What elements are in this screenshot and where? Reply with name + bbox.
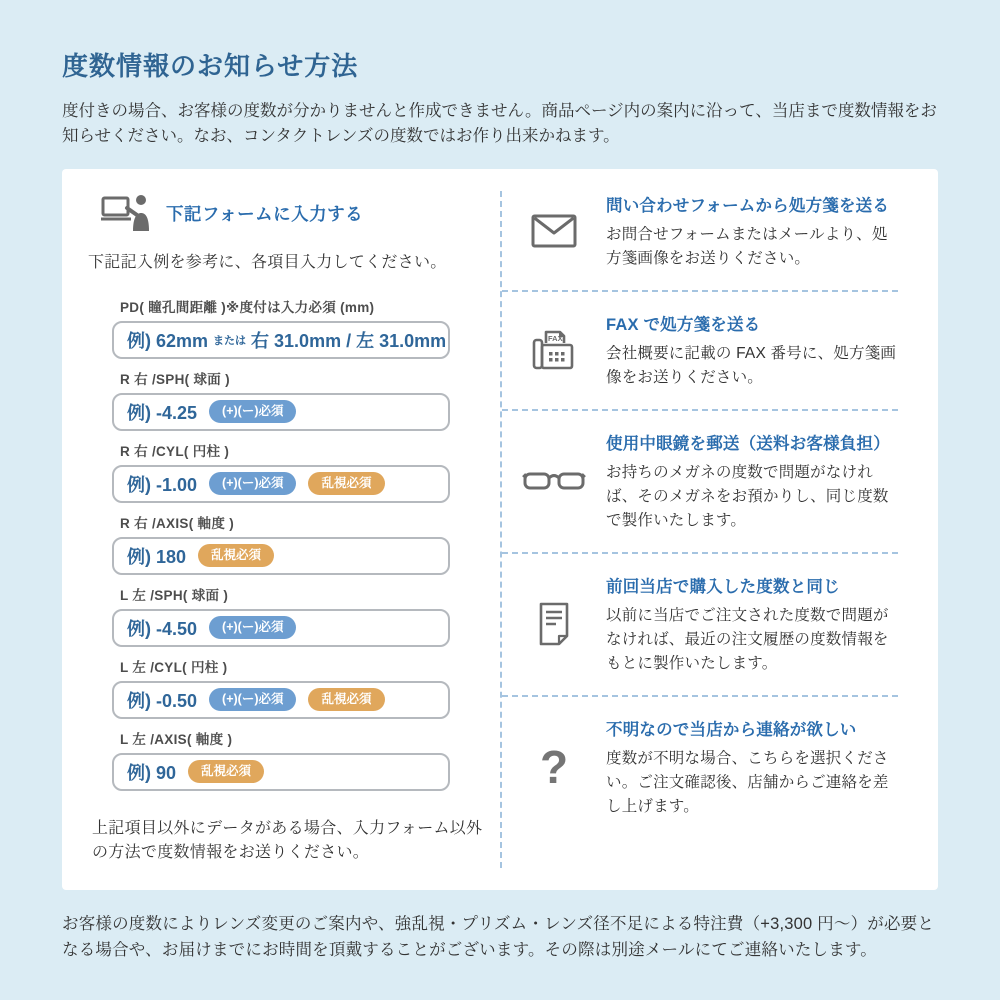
field-example-box xyxy=(112,321,450,359)
method-title: 前回当店で購入した度数と同じ xyxy=(606,577,840,596)
field-label: R 右 /CYL( 円柱 ) xyxy=(120,443,230,459)
method-mail-glasses xyxy=(502,409,898,552)
question-icon xyxy=(502,740,606,794)
method-body: 以前に当店でご注文された度数で問題がなければ、最近の注文履歴の度数情報をもとに製作いたします。 xyxy=(606,606,889,672)
intro-text: 度付きの場合、お客様の度数が分かりませんと作成できません。商品ページ内の案内に沿って、当店まで度数情報をお知らせください。なお、コンタクトレンズの度数ではお作り出来かねます。 xyxy=(62,102,937,145)
field-label: L 左 /SPH( 球面 ) xyxy=(120,587,229,603)
glasses-icon xyxy=(502,467,606,495)
method-body: お問合せフォームまたはメールより、処方箋画像をお送りください。 xyxy=(606,225,888,267)
field-example-value: 例) -1.00 xyxy=(127,474,198,495)
field-example-value: 例) -4.25 xyxy=(127,402,198,423)
field-example-value: 例) 62mm xyxy=(127,330,209,351)
method-body: お持ちのメガネの度数で問題がなければ、そのメガネをお預かりし、同じ度数で製作いたします。 xyxy=(606,463,889,529)
form-header xyxy=(100,193,490,235)
method-unknown-contact-me xyxy=(502,695,898,838)
method-text xyxy=(606,311,898,390)
field-label: L 左 /AXIS( 軸度 ) xyxy=(120,731,233,747)
badge-plus-minus-required: (+)(ー)必須 xyxy=(209,400,296,423)
field-example-value: 例) -0.50 xyxy=(127,690,198,711)
form-field-r-sph xyxy=(112,368,490,431)
field-example-value: 例) 180 xyxy=(127,546,187,567)
info-card xyxy=(62,169,938,891)
badge-plus-minus-required: (+)(ー)必須 xyxy=(209,616,296,639)
method-title: 使用中眼鏡を郵送（送料お客様負担） xyxy=(606,434,890,453)
method-text xyxy=(606,573,898,676)
field-label: R 右 /SPH( 球面 ) xyxy=(120,371,230,387)
method-body: 度数が不明な場合、こちらを選択ください。ご注文確認後、店舗からご連絡を差し上げます。 xyxy=(606,749,889,815)
form-field-r-axis xyxy=(112,512,490,575)
field-label: L 左 /CYL( 円柱 ) xyxy=(120,659,228,675)
form-field-pd xyxy=(112,296,490,359)
badge-astigmatism-required: 乱視必須 xyxy=(308,472,384,495)
field-example-or: または xyxy=(213,334,247,347)
methods-column xyxy=(502,169,938,891)
method-body: 会社概要に記載の FAX 番号に、処方箋画像をお送りください。 xyxy=(606,344,897,386)
field-example-box xyxy=(112,609,450,647)
form-instruction: 下記記入例を参考に、各項目入力してください。 xyxy=(88,253,447,271)
fax-icon xyxy=(502,328,606,372)
method-text xyxy=(606,716,898,819)
field-label: PD( 瞳孔間距離 )※度付は入力必須 (mm) xyxy=(120,299,375,315)
form-column xyxy=(62,169,500,891)
document-icon xyxy=(502,601,606,647)
field-example-value: 例) 90 xyxy=(127,762,177,783)
question-glyph: ? xyxy=(539,741,569,794)
badge-astigmatism-required: 乱視必須 xyxy=(188,760,264,783)
person-at-computer-icon xyxy=(100,191,152,236)
footer-note: お客様の度数によりレンズ変更のご案内や、強乱視・プリズム・レンズ径不足による特注費（+3,300 円〜）が必要となる場合や、お届けまでにお時間を頂戴することがございます。その際は別途メールにてご連絡いたします。 xyxy=(62,915,935,959)
form-field-l-cyl xyxy=(112,656,490,719)
form-field-l-axis xyxy=(112,728,490,791)
field-example-box xyxy=(112,393,450,431)
badge-astigmatism-required: 乱視必須 xyxy=(308,688,384,711)
field-example-box xyxy=(112,465,450,503)
badge-plus-minus-required: (+)(ー)必須 xyxy=(209,472,296,495)
method-contact-form xyxy=(502,173,898,290)
field-example-box xyxy=(112,681,450,719)
method-title: 不明なので当店から連絡が欲しい xyxy=(606,720,857,739)
method-text xyxy=(606,192,898,271)
field-label: R 右 /AXIS( 軸度 ) xyxy=(120,515,235,531)
form-note: 上記項目以外にデータがある場合、入力フォーム以外の方法で度数情報をお送りください。 xyxy=(92,819,483,862)
envelope-icon xyxy=(502,214,606,248)
field-example-value: 例) -4.50 xyxy=(127,618,198,639)
method-previous-order xyxy=(502,552,898,695)
svg-text:FAX: FAX xyxy=(548,334,563,344)
method-fax xyxy=(502,290,898,409)
page-title: 度数情報のお知らせ方法 xyxy=(62,51,359,81)
field-example-box xyxy=(112,537,450,575)
field-example-box xyxy=(112,753,450,791)
method-title: FAX で処方箋を送る xyxy=(606,315,761,334)
form-field-l-sph xyxy=(112,584,490,647)
method-title: 問い合わせフォームから処方箋を送る xyxy=(606,196,890,215)
badge-astigmatism-required: 乱視必須 xyxy=(198,544,274,567)
form-heading: 下記フォームに入力する xyxy=(166,204,364,224)
form-field-r-cyl xyxy=(112,440,490,503)
field-example-value-cont: 右 31.0mm / 左 31.0mm xyxy=(251,330,447,351)
badge-plus-minus-required: (+)(ー)必須 xyxy=(209,688,296,711)
method-text xyxy=(606,430,898,533)
